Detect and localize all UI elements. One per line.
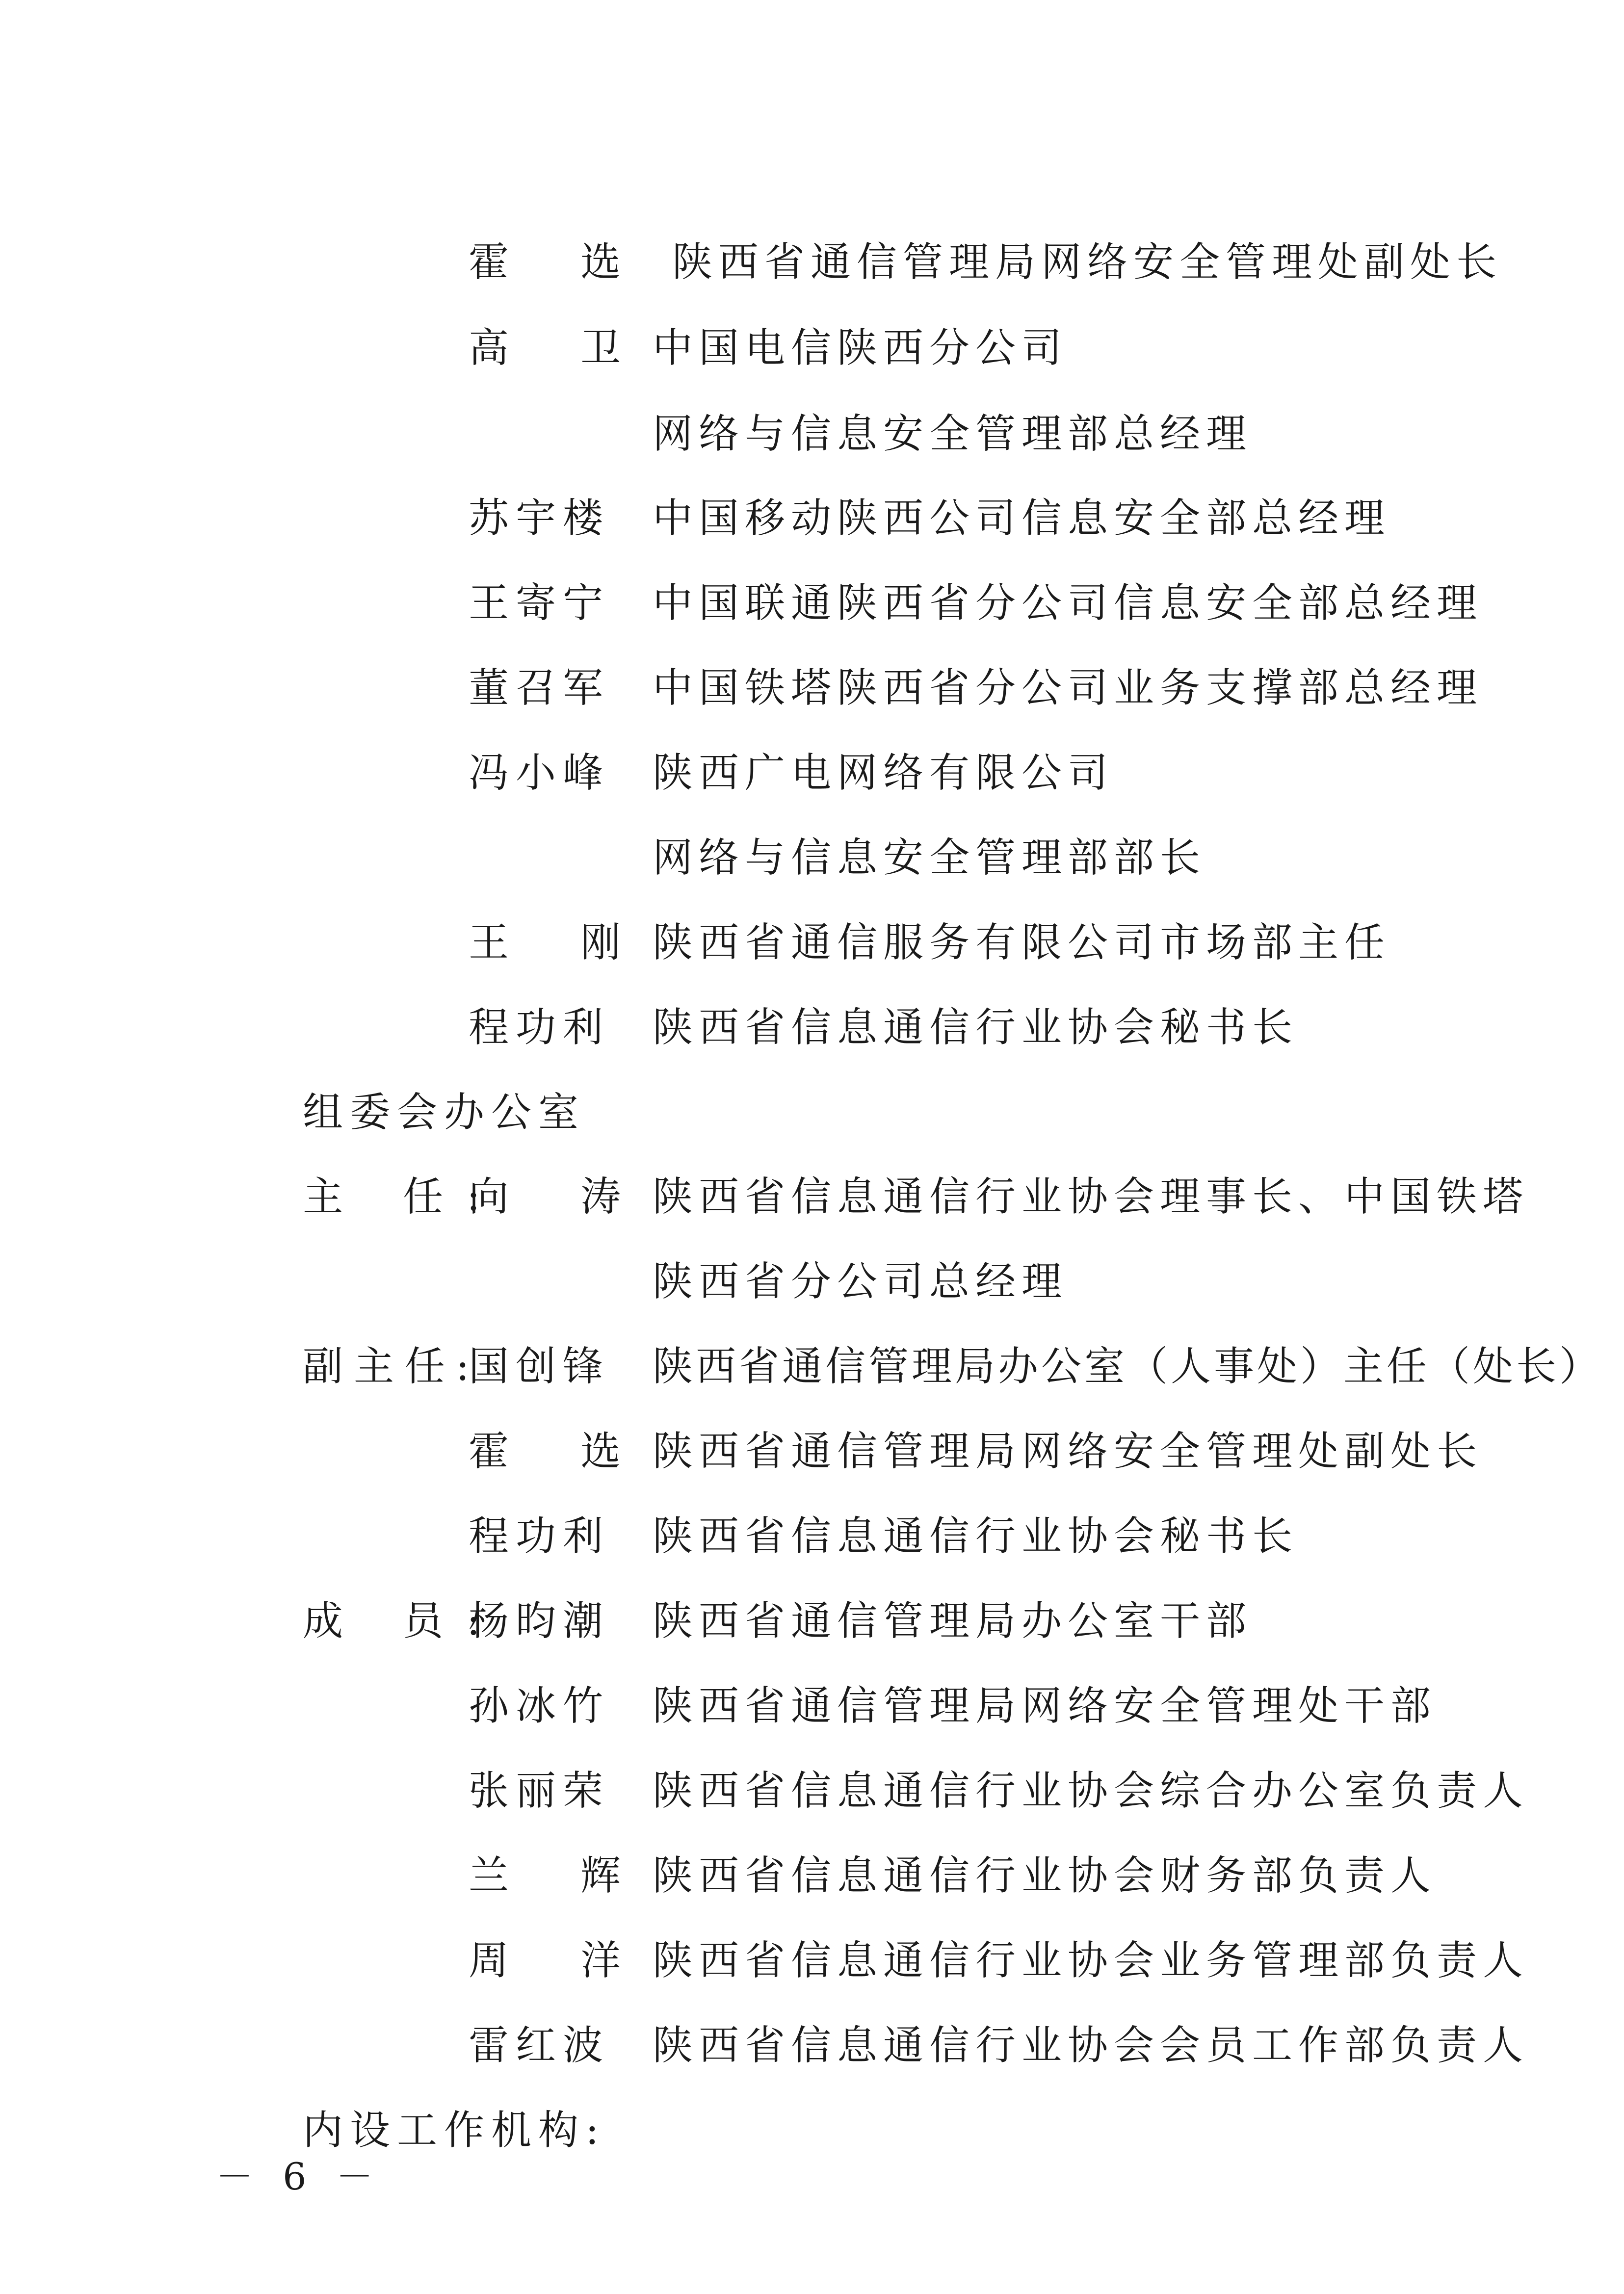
member-description: 陕西省信息通信行业协会秘书长 (653, 1513, 1299, 1560)
member-description: 陕西省信息通信行业协会综合办公室负责人 (653, 1768, 1529, 1814)
role-label: 主 任: (303, 1173, 504, 1220)
member-name: 霍 选 (469, 239, 651, 286)
member-name: 高 卫 (469, 325, 651, 371)
office-heading: 组委会办公室 (303, 1089, 586, 1136)
member-description: 陕西省通信管理局办公室（人事处）主任（处长） (653, 1343, 1603, 1390)
member-name: 雷红波 (469, 2022, 610, 2069)
member-description: 陕西省通信管理局网络安全管理处副处长 (653, 1428, 1483, 1475)
member-name: 周 洋 (469, 1937, 651, 1984)
member-name: 董召军 (469, 665, 610, 711)
member-description: 陕西省通信管理局办公室干部 (653, 1598, 1253, 1644)
member-name: 程功利 (469, 1004, 610, 1051)
member-name: 冯小峰 (469, 750, 610, 796)
member-name: 杨昀潮 (469, 1598, 610, 1644)
member-description: 陕西省通信服务有限公司市场部主任 (653, 919, 1391, 966)
member-name: 程功利 (469, 1513, 610, 1560)
member-description: 中国移动陕西公司信息安全部总经理 (653, 495, 1391, 542)
member-description: 网络与信息安全管理部部长 (653, 834, 1206, 881)
member-name: 孙冰竹 (469, 1683, 610, 1729)
member-name: 国创锋 (469, 1343, 610, 1390)
member-name: 兰 辉 (469, 1852, 651, 1899)
member-name: 王寄宁 (469, 580, 610, 626)
member-description: 陕西省信息通信行业协会会员工作部负责人 (653, 2022, 1529, 2069)
member-description: 中国联通陕西省分公司信息安全部总经理 (653, 580, 1483, 626)
member-description: 陕西广电网络有限公司 (653, 750, 1114, 796)
member-description: 陕西省信息通信行业协会理事长、中国铁塔 (653, 1173, 1529, 1220)
internal-heading: 内设工作机构: (303, 2107, 606, 2154)
role-label: 副主任: (303, 1343, 480, 1390)
member-name: 霍 选 (469, 1428, 651, 1475)
member-description: 陕西省通信管理局网络安全管理处干部 (653, 1683, 1437, 1729)
role-label: 成 员: (303, 1598, 504, 1644)
member-description: 陕西省信息通信行业协会秘书长 (653, 1004, 1299, 1051)
member-description: 中国铁塔陕西省分公司业务支撑部总经理 (653, 665, 1483, 711)
member-name: 苏宇楼 (469, 495, 610, 542)
member-description: 中国电信陕西分公司 (653, 325, 1068, 371)
member-name: 张丽荣 (469, 1768, 610, 1814)
member-name: 向 涛 (469, 1173, 651, 1220)
member-description: 网络与信息安全管理部总经理 (653, 411, 1253, 457)
page-number: － 6 － (216, 2155, 382, 2198)
member-description: 陕西省信息通信行业协会财务部负责人 (653, 1852, 1437, 1899)
member-name: 王 刚 (469, 919, 651, 966)
member-description: 陕西省通信管理局网络安全管理处副处长 (672, 239, 1503, 286)
member-description: 陕西省信息通信行业协会业务管理部负责人 (653, 1937, 1529, 1984)
member-description: 陕西省分公司总经理 (653, 1258, 1068, 1305)
